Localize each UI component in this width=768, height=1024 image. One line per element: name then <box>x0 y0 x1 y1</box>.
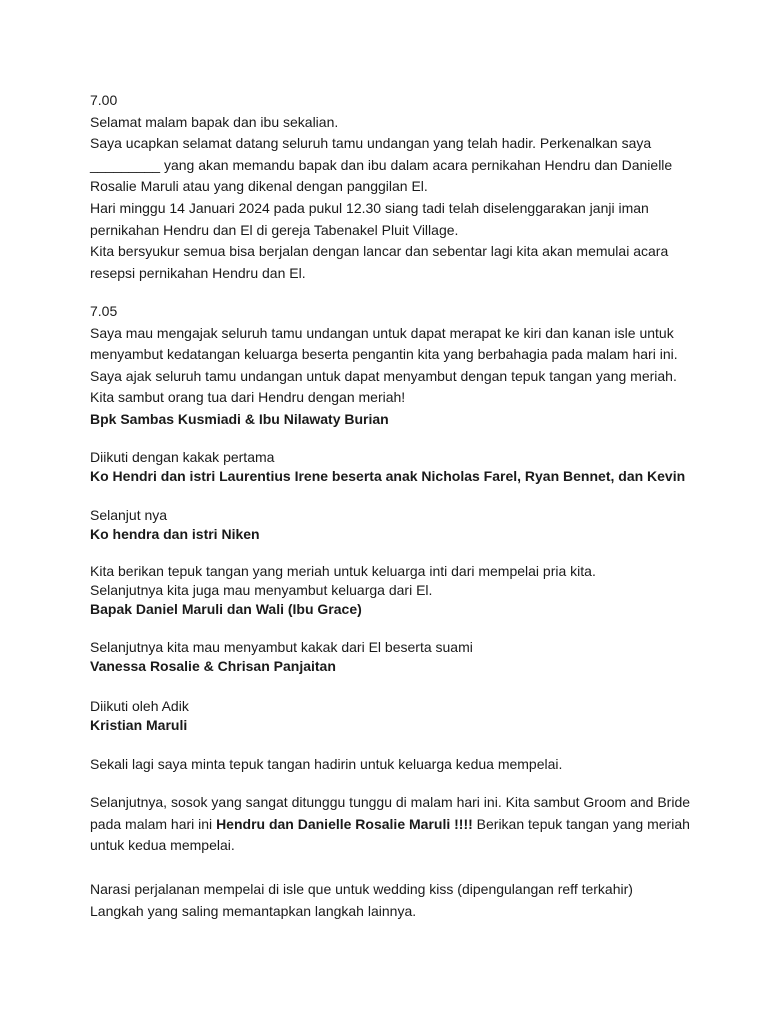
family-name: Bapak Daniel Maruli dan Wali (Ibu Grace) <box>90 601 362 617</box>
narration-block <box>90 879 690 922</box>
paragraph-line: pernikahan Hendru dan El di gereja Tabenakel Pluit Village. <box>90 221 459 238</box>
paragraph-line <box>90 814 690 836</box>
intro-line: Selanjut nya <box>90 507 168 523</box>
paragraph-line: Saya mau mengajak seluruh tamu undangan untuk dapat merapat ke kiri dan kanan isle untuk <box>90 324 674 341</box>
line-suffix: Berikan tepuk tangan yang meriah <box>472 815 690 832</box>
paragraph-line: Hari minggu 14 Januari 2024 pada pukul 12.30 siang tadi telah diselenggarakan janji iman <box>90 199 649 216</box>
first-brother-block <box>90 448 690 486</box>
family-name: Vanessa Rosalie & Chrisan Panjaitan <box>90 658 336 674</box>
paragraph-line: Kita berikan tepuk tangan yang meriah untuk keluarga inti dari mempelai pria kita. <box>90 563 596 579</box>
younger-sibling-block <box>90 697 690 735</box>
paragraph-line: untuk kedua mempelai. <box>90 837 235 854</box>
section-7-00 <box>90 90 690 284</box>
paragraph-line: Kita bersyukur semua bisa berjalan dengan lancar dan sebentar lagi kita akan memulai acara <box>90 243 669 260</box>
family-name: Ko hendra dan istri Niken <box>90 526 260 542</box>
family-name: Kristian Maruli <box>90 717 188 733</box>
intro-line: Diikuti oleh Adik <box>90 698 189 714</box>
intro-line: Selanjutnya kita mau menyambut kakak dari El beserta suami <box>90 639 473 655</box>
second-brother-block <box>90 506 690 544</box>
paragraph-line: Langkah yang saling memantapkan langkah lainnya. <box>90 902 417 919</box>
line-prefix: pada malam hari ini <box>90 815 217 832</box>
paragraph-line: Selamat malam bapak dan ibu sekalian. <box>90 113 339 130</box>
sister-block <box>90 638 690 676</box>
paragraph-line: Kita sambut orang tua dari Hendru dengan meriah! <box>90 389 406 406</box>
paragraph-line: resepsi pernikahan Hendru dan El. <box>90 264 306 281</box>
paragraph-line: Saya ucapkan selamat datang seluruh tamu undangan yang telah hadir. Perkenalkan saya <box>90 135 652 152</box>
paragraph-line: Selanjutnya, sosok yang sangat ditunggu tunggu di malam hari ini. Kita sambut Groom and Bride <box>90 794 691 810</box>
bride-family-block <box>90 562 690 619</box>
paragraph-line: Rosalie Maruli atau yang dikenal dengan panggilan El. <box>90 178 428 195</box>
couple-name: Hendru dan Danielle Rosalie Maruli !!!! <box>216 815 473 832</box>
family-name: Ko Hendri dan istri Laurentius Irene beserta anak Nicholas Farel, Ryan Bennet, dan Kevin <box>90 468 686 484</box>
paragraph-line: _________ yang akan memandu bapak dan ibu dalam acara pernikahan Hendru dan Danielle <box>90 156 673 173</box>
time-marker: 7.00 <box>90 92 118 108</box>
paragraph-line: Selanjutnya kita juga mau menyambut keluarga dari El. <box>90 582 433 598</box>
section-7-05 <box>90 301 690 431</box>
paragraph-line: Saya ajak seluruh tamu undangan untuk dapat menyambut dengan tepuk tangan yang meriah. <box>90 367 677 384</box>
paragraph-line: menyambut kedatangan keluarga beserta pengantin kita yang berbahagia pada malam hari ini. <box>90 346 678 363</box>
groom-parents-name: Bpk Sambas Kusmiadi & Ibu Nilawaty Burian <box>90 410 389 427</box>
couple-entrance-block <box>90 792 690 857</box>
intro-line: Diikuti dengan kakak pertama <box>90 449 275 465</box>
paragraph-line: Sekali lagi saya minta tepuk tangan hadirin untuk keluarga kedua mempelai. <box>90 756 563 772</box>
time-marker: 7.05 <box>90 303 118 319</box>
paragraph-line: Narasi perjalanan mempelai di isle que untuk wedding kiss (dipengulangan reff terkahir) <box>90 881 633 897</box>
closing-families-block <box>90 755 690 774</box>
